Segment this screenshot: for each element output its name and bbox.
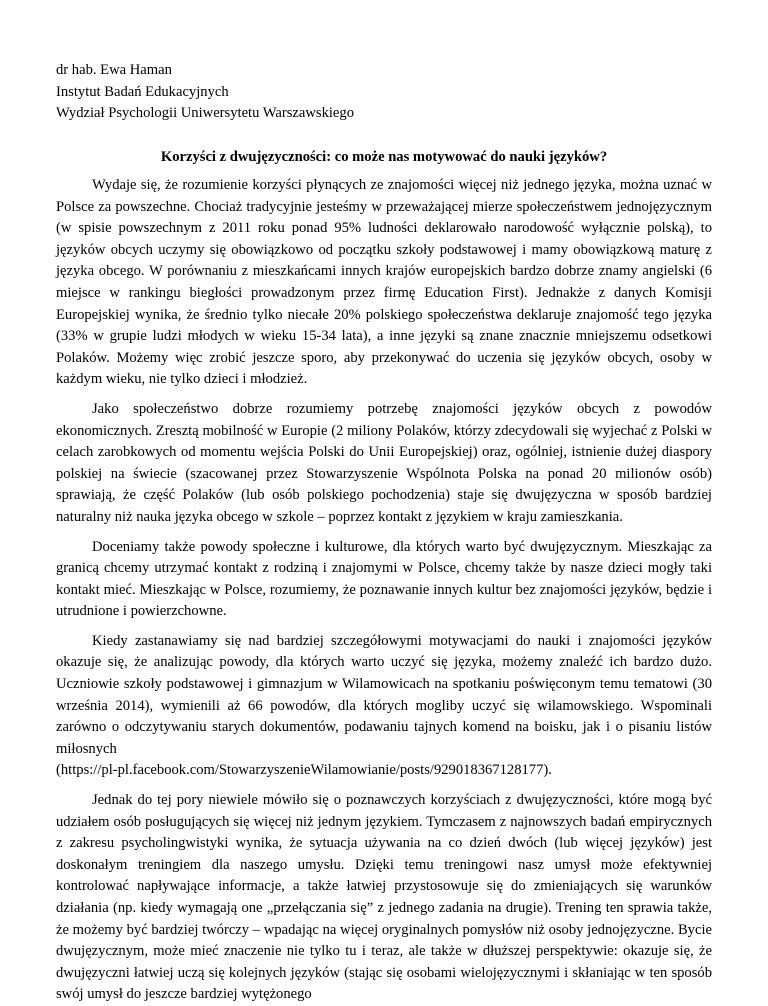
paragraph-4-text: Kiedy zastanawiamy się nad bardziej szczegółowymi motywacjami do nauki i znajomości języków okazuje się, że analizując powody, dla których warto uczyć się języka, możemy znaleźć ich bardzo dużo. Uczniowie szkoły podstawowej i gimnazjum w Wilamowicach na spotkaniu poświęconym temu tematowi (30 września 2014), wymienili aż 66 powodów, dla których mogliby uczyć się wilamowskiego. Wspominali zarówno o odczytywaniu starych dokumentów, podawaniu tajnych komend na boisku, jak i o pisaniu listów miłosnych — [56, 632, 712, 757]
paragraph-3: Doceniamy także powody społeczne i kulturowe, dla których warto być dwujęzycznym. Mieszkając za granicą chcemy utrzymać kontakt z rodziną i znajomymi w Polsce, chcemy także by nasze dzieci mogły taki kontakt mieć. Mieszkając w Polsce, rozumiemy, że poznawanie innych kultur bez znajomości języków, będzie i utrudnione i powierzchowne. — [56, 538, 712, 620]
author-block — [56, 60, 712, 125]
document-page — [56, 60, 712, 1006]
author-faculty: Wydział Psychologii Uniwersytetu Warszawskiego — [56, 105, 355, 121]
paragraph-5: Jednak do tej pory niewiele mówiło się o poznawczych korzyściach z dwujęzyczności, które mogą być udziałem osób posługujących się więcej niż jednym językiem. Tymczasem z najnowszych badań empirycznych z zakresu psycholingwistyki wynika, że sytuacja używania na co dzień dwóch (lub więcej języków) jest doskonałym treningiem dla naszego umysłu. Dzięki temu treningowi nasz umysł może efektywniej kontrolować napływające informacje, a także łatwiej przystosowuje się do zmieniających się warunków działania (np. kiedy wymagają one „przełączania się” z jednego zadania na drugie). Trening ten sprawia także, że możemy być bardziej twórczy – wpadając na więcej oryginalnych pomysłów niż osoby jednojęzyczne. Bycie dwujęzycznym, może mieć znaczenie nie tylko tu i teraz, ale także w dłuższej perspektywie: okazuje się, że dwujęzyczni łatwiej uczą się kolejnych języków (stając się osobami wielojęzycznymi i skłaniając w ten sposób swój umysł do jeszcze bardziej wytężonego — [56, 792, 712, 1003]
facebook-link[interactable]: (https://pl-pl.facebook.com/StowarzyszenieWilamowianie/posts/929018367128177). — [56, 762, 552, 779]
paragraph-1: Wydaje się, że rozumienie korzyści płynących ze znajomości więcej niż jednego języka, można uznać w Polsce za powszechne. Chociaż tradycyjnie jesteśmy w przeważającej mierze społeczeństwem jednojęzycznym (w spisie powszechnym z 2011 roku ponad 95% ludności deklarowało narodowość wyłącznie polską), to języków obcych uczymy się obowiązkowo od początku szkoły podstawowej i mamy obowiązkową maturę z języka obcego. W porównaniu z mieszkańcami innych krajów europejskich bardzo dobrze znamy angielski (6 miejsce w rankingu biegłości prowadzonym przez firmę Education First). Jednakże z danych Komisji Europejskiej wynika, że średnio tylko niecałe 20% polskiego społeczeństwa deklaruje znajomość tego języka (33% w grupie ludzi młodych w wieku 15-34 lata), a inne języki są znane znacznie mniejszemu odsetkowi Polaków. Możemy więc zrobić jeszcze sporo, aby przekonywać do uczenia się języków obcych, osoby w każdym wieku, nie tylko dzieci i młodzież. — [56, 177, 712, 388]
author-name: dr hab. Ewa Haman — [56, 62, 172, 78]
author-institute: Instytut Badań Edukacyjnych — [56, 83, 229, 100]
paragraph-4 — [56, 631, 712, 782]
document-title: Korzyści z dwujęzyczności: co może nas motywować do nauki języków? — [160, 148, 608, 165]
paragraph-2: Jako społeczeństwo dobrze rozumiemy potrzebę znajomości języków obcych z powodów ekonomicznych. Zresztą mobilność w Europie (2 miliony Polaków, którzy zdecydowali się wyjechać z Polski w celach zarobkowych od momentu wejścia Polski do Unii Europejskiej) oraz, ogólniej, istnienie dużej diaspory polskiej na świecie (szacowanej przez Stowarzyszenie Wspólnota Polska na ponad 20 milionów osób) sprawiają, że część Polaków (lub osób polskiego pochodzenia) staje się dwujęzyczna w sposób bardziej naturalny niż nauka języka obcego w szkole – poprzez kontakt z językiem w kraju zamieszkania. — [56, 400, 712, 525]
